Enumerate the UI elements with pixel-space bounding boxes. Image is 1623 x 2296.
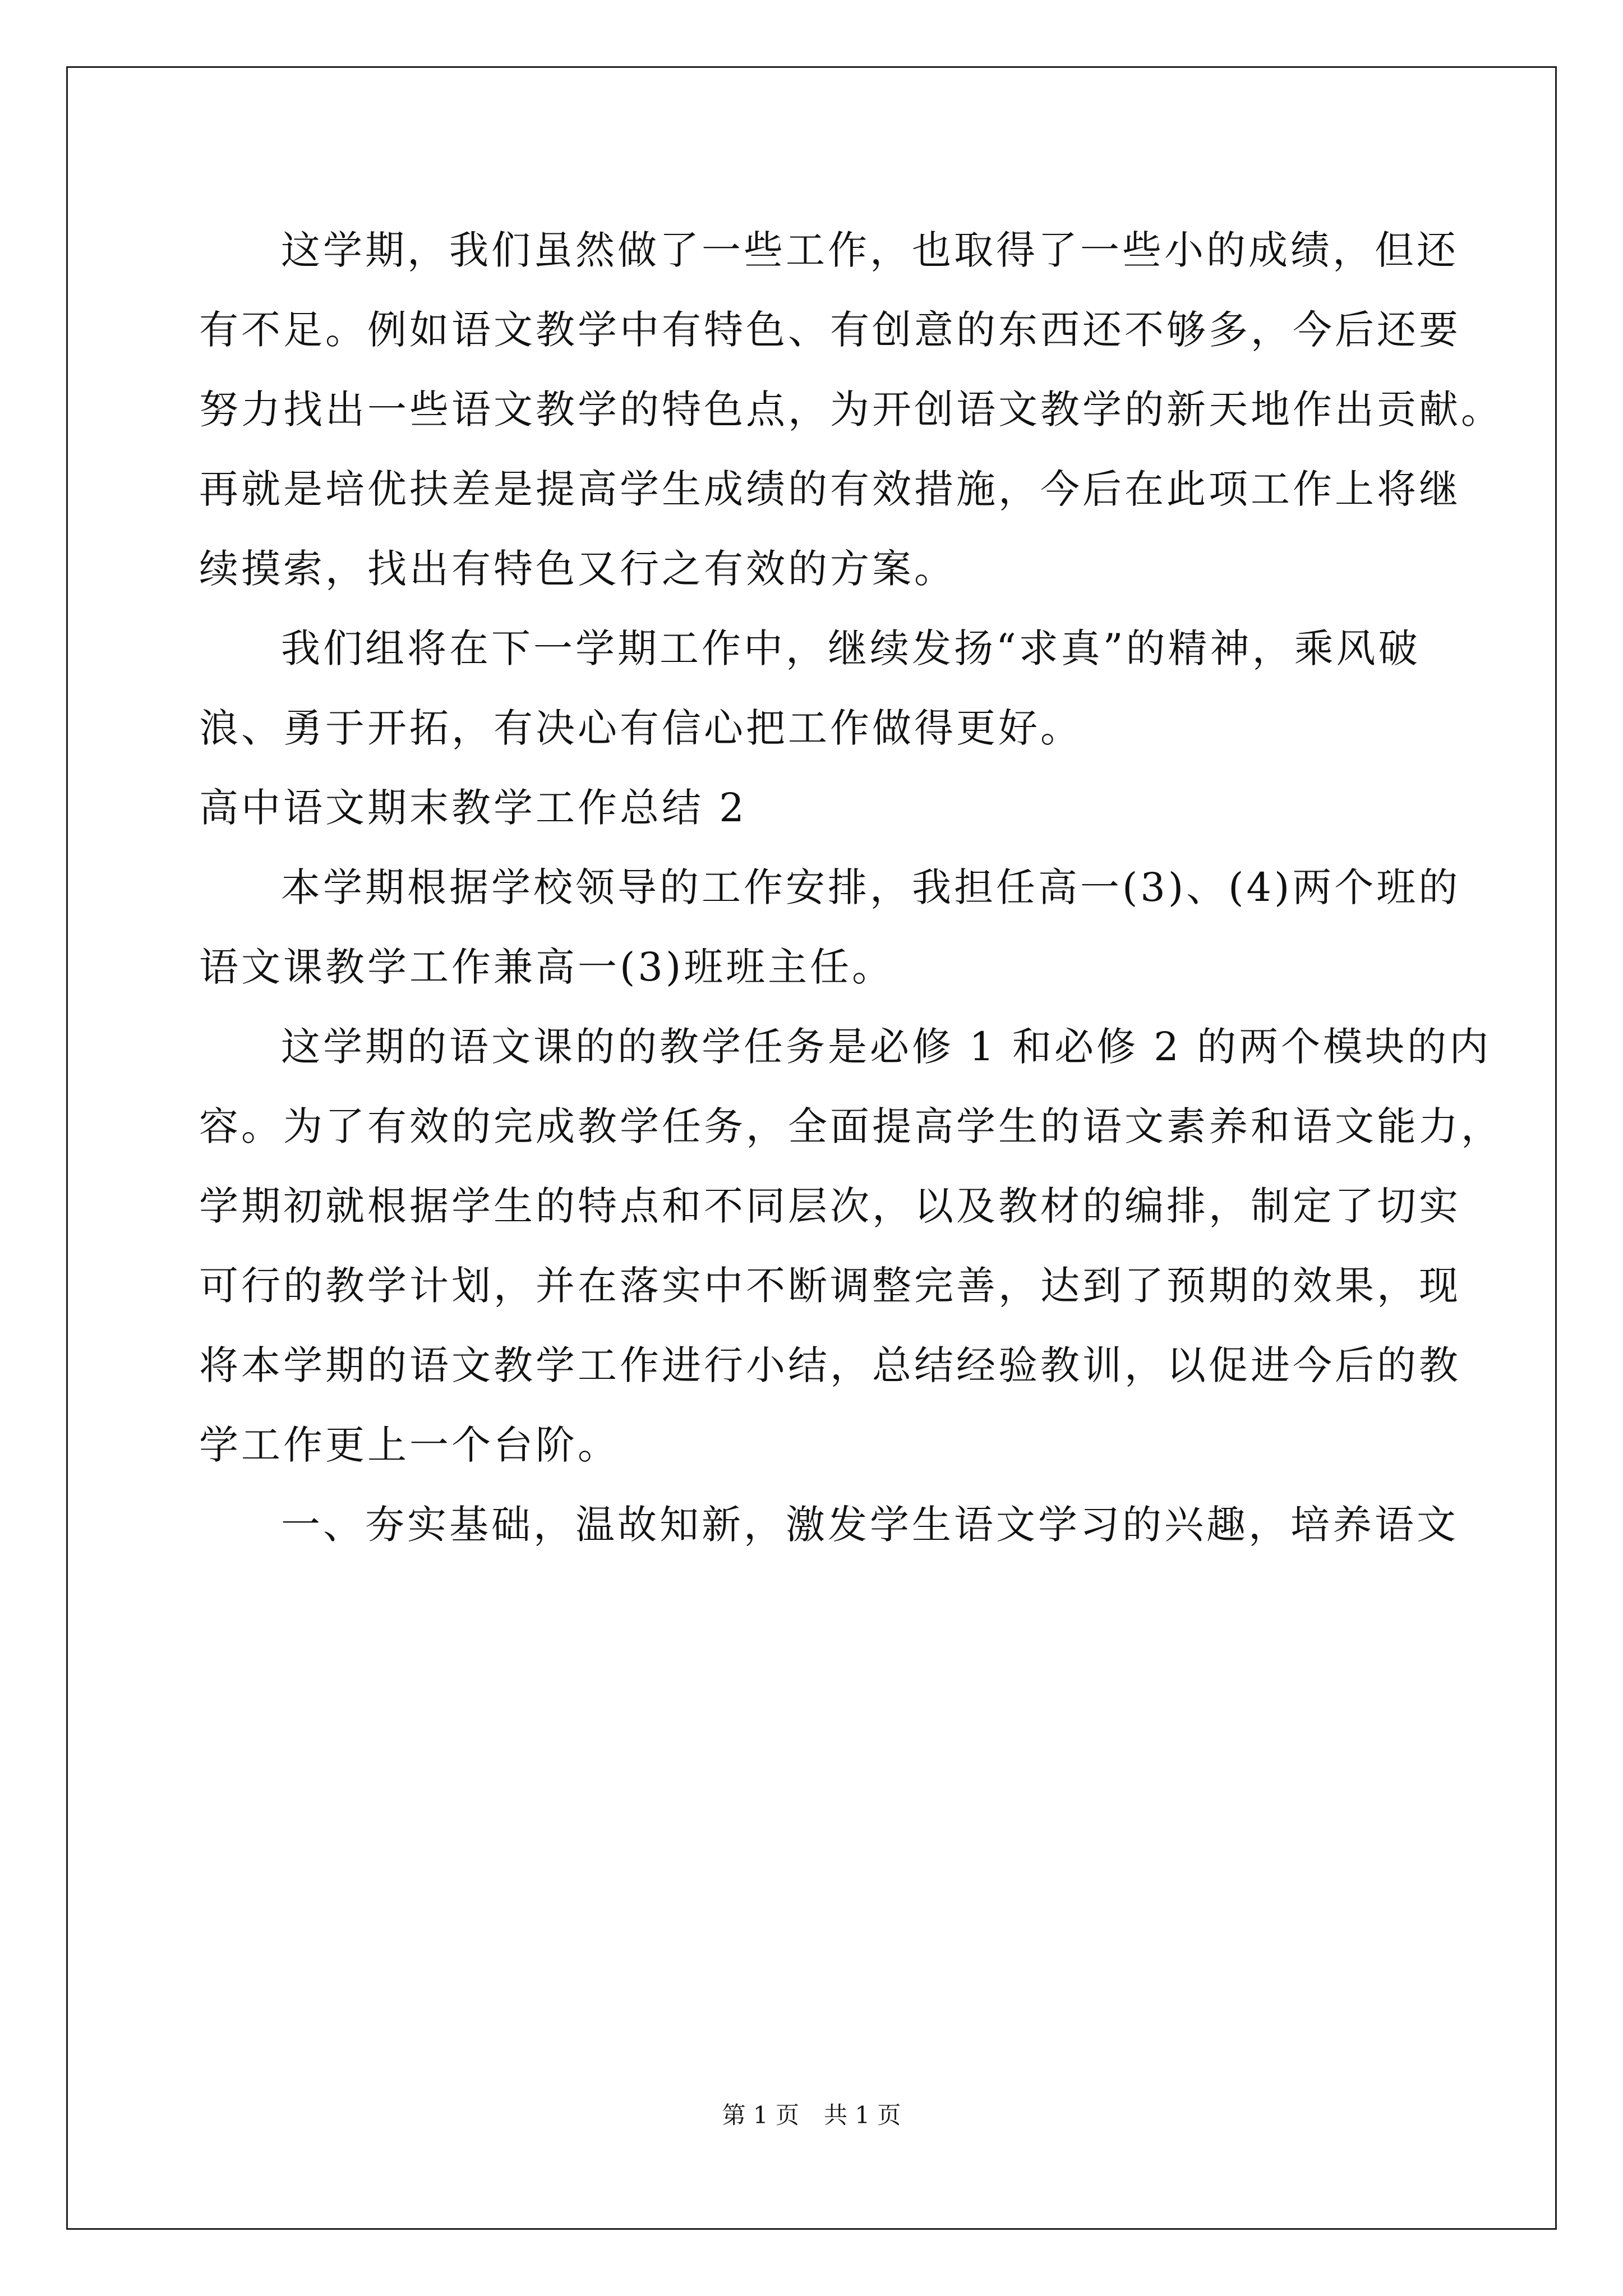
page-total: 共 1 页 [824, 2101, 901, 2129]
text-line: 续摸索，找出有特色又行之有效的方案。 [199, 546, 956, 592]
text-line: 本学期根据学校领导的工作安排，我担任高一(3)、(4)两个班的 [281, 864, 1461, 910]
page-number: 第 1 页 [722, 2101, 799, 2129]
text-line: 浪、勇于开拓，有决心有信心把工作做得更好。 [199, 705, 1082, 751]
text-line: 一、夯实基础，温故知新，激发学生语文学习的兴趣，培养语文 [281, 1502, 1459, 1548]
text-line: 将本学期的语文教学工作进行小结，总结经验教训，以促进今后的教 [199, 1342, 1461, 1388]
text-line: 我们组将在下一学期工作中，继续发扬“求真”的精神，乘风破 [281, 625, 1421, 671]
text-line: 有不足。例如语文教学中有特色、有创意的东西还不够多，今后还要 [199, 307, 1461, 353]
text-line: 可行的教学计划，并在落实中不断调整完善，达到了预期的效果，现 [199, 1263, 1461, 1309]
document-body [199, 210, 1503, 1565]
text-line: 这学期的语文课的的教学任务是必修 1 和必修 2 的两个模块的内 [281, 1024, 1492, 1070]
text-line: 再就是培优扶差是提高学生成绩的有效措施，今后在此项工作上将继 [199, 466, 1461, 512]
text-line: 语文课教学工作兼高一(3)班班主任。 [199, 944, 895, 990]
text-line: 学工作更上一个台阶。 [199, 1422, 620, 1468]
page-footer [0, 2097, 1623, 2131]
text-line: 这学期，我们虽然做了一些工作，也取得了一些小的成绩，但还 [281, 227, 1459, 273]
text-line: 容。为了有效的完成教学任务，全面提高学生的语文素养和语文能力， [199, 1103, 1503, 1149]
text-line: 学期初就根据学生的特点和不同层次，以及教材的编排，制定了切实 [199, 1183, 1461, 1229]
text-line: 努力找出一些语文教学的特色点，为开创语文教学的新天地作出贡献。 [199, 386, 1503, 432]
section-heading: 高中语文期末教学工作总结 2 [199, 785, 747, 831]
